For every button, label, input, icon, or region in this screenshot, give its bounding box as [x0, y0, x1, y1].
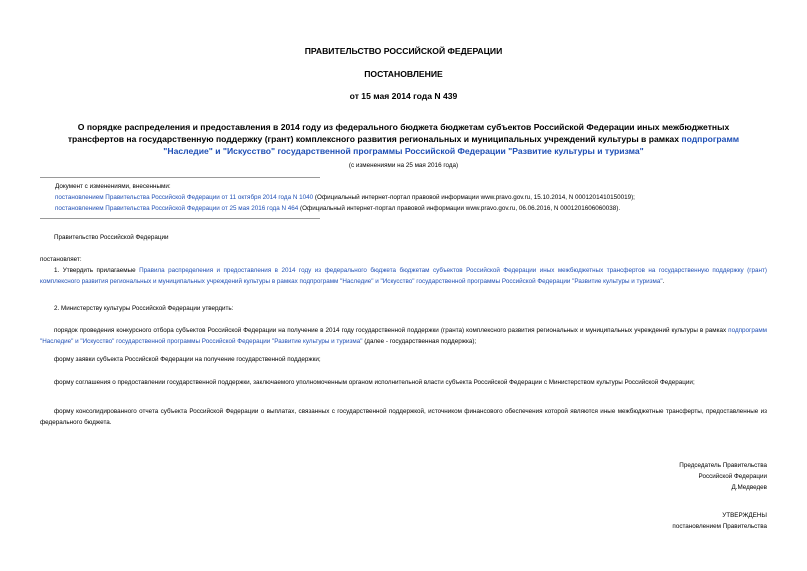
paragraph-3-start: порядок проведения конкурсного отбора субъектов Российской Федерации на получение в 2014 году государственной поддержки (гранта) комплексного развития региональных и муниципальных учреждений культуры в рамках [54, 327, 729, 334]
change-item [55, 192, 767, 203]
document-date: от 15 мая 2014 года N 439 [349, 91, 458, 101]
approved-block [672, 510, 767, 532]
amended-note: (с изменениями на 25 мая 2016 года) [348, 162, 459, 169]
paragraph-1-end: . [662, 278, 665, 285]
paragraph-1-start: 1. Утвердить прилагаемые [54, 267, 140, 274]
rules-link[interactable]: Правила распределения и предоставления в 2014 году из федерального бюджета бюджетам субъектов Российской Федерации иных межбюджетных трансфертов на государственную поддержку (грант) комплексного развития региональных и муниципальных учреждений культуры в рамках подпрограмм "Наследие" и "Искусство" государственной программы Российской Федерации "Развитие культуры и туризма" [40, 267, 767, 285]
title-link-programs[interactable]: "Наследие" и "Искусство" государственной программы Российской Федерации "Развитие культуры и туризма" [163, 146, 644, 156]
paragraph-3 [40, 325, 767, 347]
title-line-1: О порядке распределения и предоставления в 2014 году из федерального бюджета бюджетам субъектов Российской Федерации иных межбюджетных [77, 122, 730, 132]
body-decrees: постановляет: [40, 256, 82, 263]
change-link-1040[interactable]: постановлением Правительства Российской Федерации от 11 октября 2014 года N 1040 [55, 194, 314, 201]
paragraph-6: форму консолидированного отчета субъекта Российской Федерации о выплатах, связанных с государственной поддержкой, источником финансового обеспечения которой являются иные межбюджетные трансферты, предоставленные из федерального бюджета. [40, 408, 767, 426]
approved-by: постановлением Правительства [672, 523, 767, 530]
signature-name: Д.Медведев [731, 484, 767, 491]
paragraph-1 [40, 265, 767, 287]
signature-title: Председатель Правительства [679, 462, 767, 469]
paragraph-4: форму заявки субъекта Российской Федерации на получение государственной поддержки; [54, 356, 321, 363]
change-details: (Официальный интернет-портал правовой информации www.pravo.gov.ru, 15.10.2014, N 0001201410150019); [313, 194, 635, 201]
document-type: ПОСТАНОВЛЕНИЕ [364, 69, 443, 79]
approved-label: УТВЕРЖДЕНЫ [722, 512, 767, 519]
change-item [55, 203, 767, 214]
document-title [40, 121, 767, 157]
signature-block [679, 460, 767, 493]
divider-top [40, 177, 320, 178]
signature-org: Российской Федерации [698, 473, 767, 480]
title-line-2 [40, 133, 767, 145]
change-details: (Официальный интернет-портал правовой информации www.pravo.gov.ru, 06.06.2016, N 0001201606060038). [298, 205, 621, 212]
paragraph-2: 2. Министерству культуры Российской Федерации утвердить: [54, 305, 234, 312]
paragraph-3-end: (далее - государственная поддержка); [362, 338, 477, 345]
divider-bottom [40, 218, 320, 219]
body-government: Правительство Российской Федерации [54, 234, 169, 241]
changes-block [55, 181, 767, 214]
title-line-2-text: трансфертов на государственную поддержку (грант) комплексного развития региональных и муниципальных учреждений культуры в рамках [67, 134, 682, 144]
title-link-subprograms[interactable]: подпрограмм [681, 134, 740, 144]
changes-heading: Документ с изменениями, внесенными: [55, 183, 171, 190]
change-link-464[interactable]: постановлением Правительства Российской Федерации от 25 мая 2016 года N 464 [55, 205, 299, 212]
paragraph-5: форму соглашения о предоставлении государственной поддержки, заключаемого уполномоченным органом исполнительной власти субъекта Российской Федерации с Министерством культуры Российской Федерации; [54, 379, 695, 386]
government-heading: ПРАВИТЕЛЬСТВО РОССИЙСКОЙ ФЕДЕРАЦИИ [304, 46, 503, 56]
subprograms-link[interactable]: подпрограмм "Наследие" и "Искусство" государственной программы Российской Федерации "Развитие культуры и туризма" [40, 327, 767, 345]
